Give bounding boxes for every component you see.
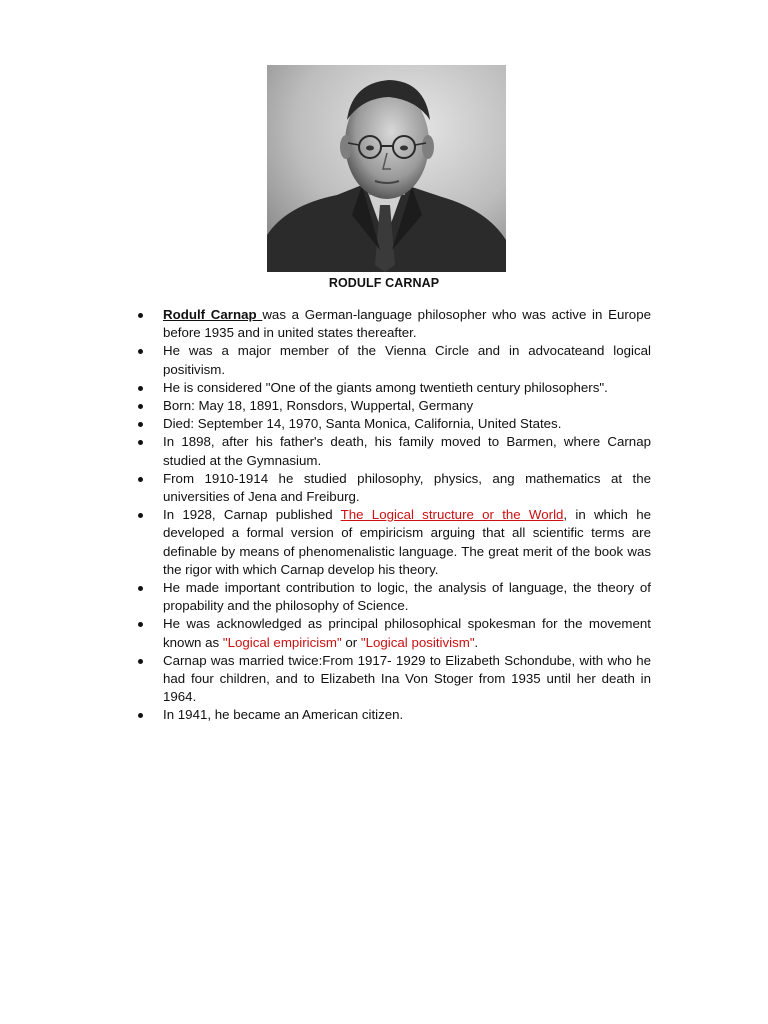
list-item-text: In 1941, he became an American citizen. [163, 707, 404, 723]
bullet-icon [138, 422, 143, 427]
list-item [0, 379, 651, 397]
list-item-text: In 1928, Carnap published [163, 507, 341, 523]
list-item [0, 397, 651, 415]
term-logical-positivism: "Logical positivism" [360, 634, 475, 650]
list-item [0, 652, 651, 707]
list-item-text: Carnap was married twice:From 1917- 1929 to Elizabeth Schondube, with who he had four children, and to Elizabeth Ina Von Stoger from 1935 until her death in 1964. [163, 652, 651, 705]
list-item-text: Born: May 18, 1891, Ronsdors, Wuppertal, Germany [163, 398, 474, 414]
list-item-text: was a German-language philosopher who was active in Europe before 1935 and in united states thereafter. [163, 307, 651, 341]
bullet-icon [138, 386, 143, 391]
list-item [0, 615, 651, 651]
bullet-icon [138, 349, 143, 354]
list-item [0, 706, 651, 724]
list-item-text: He made important contribution to logic, the analysis of language, the theory of propability and the philosophy of Science. [163, 580, 651, 614]
list-item-text: . [474, 634, 479, 650]
list-item [0, 470, 651, 506]
bullet-icon [138, 713, 143, 718]
list-item-text: He was a major member of the Vienna Circle and in advocateand logical positivism. [163, 343, 651, 377]
bullet-icon [138, 513, 143, 518]
bullet-icon [138, 622, 143, 627]
bullet-icon [138, 586, 143, 591]
name-link[interactable]: Rodulf Carnap [163, 307, 263, 322]
list-item [0, 506, 651, 579]
list-item-text: He is considered "One of the giants among twentieth century philosophers". [163, 379, 608, 395]
book-title-link[interactable]: The Logical structure or the World [340, 507, 564, 523]
portrait-caption: RODULF CARNAP [328, 276, 440, 290]
list-item-text: He was acknowledged as principal philosophical spokesman for the movement known as [163, 616, 651, 650]
list-item [0, 306, 651, 342]
list-item-text: Died: September 14, 1970, Santa Monica, California, United States. [163, 416, 562, 432]
bullet-icon [138, 404, 143, 409]
bullet-icon [138, 313, 143, 318]
list-item-text: In 1898, after his father's death, his family moved to Barmen, where Carnap studied at the Gymnasium. [163, 434, 651, 468]
bullet-icon [138, 477, 143, 482]
list-item-text: , in which he developed a formal version of empiricism arguing that all scientific terms are definable by means of phenomenalistic language. The great merit of the book was the rigor with which Carnap develop his theory. [163, 507, 651, 577]
portrait-photo [267, 65, 506, 272]
list-item [0, 579, 651, 615]
list-item-text: or [341, 634, 361, 650]
list-item [0, 433, 651, 469]
term-logical-empiricism: "Logical empiricism" [222, 634, 342, 650]
bullet-icon [138, 659, 143, 664]
bullet-list [0, 306, 768, 725]
list-item [0, 415, 651, 433]
list-item [0, 342, 651, 378]
bullet-icon [138, 440, 143, 445]
list-item-text: From 1910-1914 he studied philosophy, physics, ang mathematics at the universities of Jena and Freiburg. [163, 470, 651, 505]
